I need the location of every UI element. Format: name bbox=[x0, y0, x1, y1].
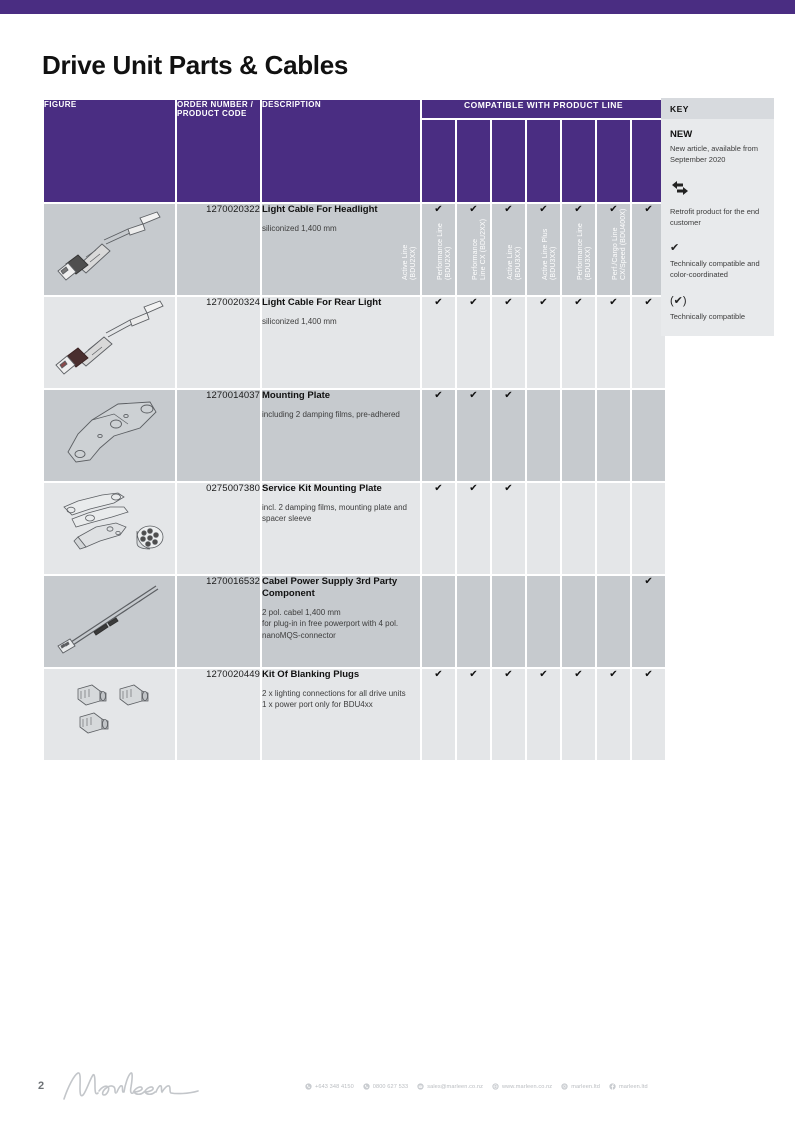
check-icon: ✔ bbox=[539, 204, 548, 215]
figure-cell bbox=[44, 204, 175, 295]
check-icon: ✔ bbox=[539, 297, 548, 308]
page-number: 2 bbox=[38, 1080, 45, 1092]
compat-cell-1 bbox=[457, 576, 490, 667]
compat-cell-0 bbox=[422, 390, 455, 481]
contact-text: sales@marleen.co.nz bbox=[427, 1083, 483, 1090]
check-icon: ✔ bbox=[434, 204, 443, 215]
compat-cell-3 bbox=[527, 576, 560, 667]
description-cell bbox=[262, 669, 420, 760]
col-header-line-5: Performance Line (BDU3XX) bbox=[597, 120, 630, 202]
contact-phone-2[interactable] bbox=[363, 1083, 408, 1090]
check-icon: ✔ bbox=[504, 297, 513, 308]
product-subtitle: 2 pol. cabel 1,400 mm for plug-in in free powerport with 4 pol. nanoMQS-connector bbox=[262, 607, 399, 640]
compat-cell-1 bbox=[457, 483, 490, 574]
page-title: Drive Unit Parts & Cables bbox=[42, 50, 349, 80]
figure-cell bbox=[44, 576, 175, 667]
brand-logo bbox=[58, 1065, 203, 1112]
check-parenthesized-icon: (✔) bbox=[670, 294, 687, 307]
product-figure-kit-of-blanking-plugs bbox=[44, 669, 175, 760]
check-icon: ✔ bbox=[434, 390, 443, 401]
product-title: Kit Of Blanking Plugs bbox=[262, 669, 360, 680]
key-text-retrofit: Retrofit product for the end customer bbox=[670, 206, 760, 227]
contact-text: 0800 627 533 bbox=[372, 1083, 409, 1090]
compat-cell-6 bbox=[632, 483, 665, 574]
check-icon: ✔ bbox=[469, 204, 478, 215]
order-number: 0275007380 bbox=[177, 483, 260, 574]
check-icon: ✔ bbox=[644, 297, 653, 308]
compat-cell-2 bbox=[492, 297, 525, 388]
check-icon: ✔ bbox=[434, 297, 443, 308]
product-figure-cabel-power-supply bbox=[44, 576, 175, 667]
instagram-icon bbox=[561, 1083, 568, 1090]
compat-cell-6 bbox=[632, 576, 665, 667]
key-entry-compatible bbox=[670, 295, 765, 322]
compat-cell-3 bbox=[527, 297, 560, 388]
contact-phone-1[interactable] bbox=[305, 1083, 354, 1090]
cabel-power-supply-icon bbox=[44, 576, 175, 662]
product-subtitle: incl. 2 damping films, mounting plate and spacer sleeve bbox=[262, 502, 407, 524]
mounting-plate-icon bbox=[44, 390, 175, 476]
compat-cell-6 bbox=[632, 669, 665, 760]
key-entry-retrofit bbox=[670, 180, 765, 229]
description-cell bbox=[262, 297, 420, 388]
compat-cell-4 bbox=[562, 483, 595, 574]
compat-cell-0 bbox=[422, 483, 455, 574]
compat-cell-1 bbox=[457, 390, 490, 481]
compat-cell-2 bbox=[492, 483, 525, 574]
col-header-line-2: Performance Line CX (BDU2XX) bbox=[492, 120, 525, 202]
description-cell bbox=[262, 576, 420, 667]
check-icon: ✔ bbox=[574, 204, 583, 215]
compat-cell-3 bbox=[527, 483, 560, 574]
figure-cell bbox=[44, 297, 175, 388]
service-kit-mounting-plate-icon bbox=[44, 483, 175, 569]
kit-of-blanking-plugs-icon bbox=[44, 669, 175, 755]
col-header-line-1: Performance Line (BDU2XX) bbox=[457, 120, 490, 202]
check-icon: ✔ bbox=[644, 204, 653, 215]
compat-cell-4 bbox=[562, 576, 595, 667]
col-header-figure: FIGURE bbox=[44, 100, 175, 202]
compat-cell-2 bbox=[492, 669, 525, 760]
check-icon: ✔ bbox=[609, 669, 618, 680]
compat-cell-3 bbox=[527, 669, 560, 760]
product-title: Service Kit Mounting Plate bbox=[262, 483, 382, 494]
compat-cell-2 bbox=[492, 576, 525, 667]
contact-text: marleen.ltd bbox=[571, 1083, 600, 1090]
key-text-compatible: Technically compatible bbox=[670, 311, 746, 321]
light-cable-rear-light-icon bbox=[44, 297, 175, 383]
key-body bbox=[661, 119, 774, 336]
contact-text: www.marleen.co.nz bbox=[502, 1083, 553, 1090]
compat-cell-5 bbox=[597, 390, 630, 481]
parts-table-container bbox=[42, 98, 652, 762]
contact-website[interactable] bbox=[492, 1083, 552, 1090]
check-icon: ✔ bbox=[574, 669, 583, 680]
top-accent-bar bbox=[0, 0, 795, 14]
order-number: 1270020322 bbox=[177, 204, 260, 295]
figure-cell bbox=[44, 669, 175, 760]
compat-cell-0 bbox=[422, 669, 455, 760]
contact-email[interactable] bbox=[417, 1083, 483, 1090]
description-cell bbox=[262, 390, 420, 481]
compat-cell-4 bbox=[562, 669, 595, 760]
order-number: 1270016532 bbox=[177, 576, 260, 667]
product-title: Mounting Plate bbox=[262, 390, 331, 401]
compat-cell-2 bbox=[492, 390, 525, 481]
key-symbol-new: NEW bbox=[670, 129, 693, 140]
globe-icon bbox=[492, 1083, 499, 1090]
check-icon: ✔ bbox=[504, 483, 513, 494]
check-icon: ✔ bbox=[609, 204, 618, 215]
compat-cell-4 bbox=[562, 390, 595, 481]
product-subtitle: including 2 damping films, pre-adhered bbox=[262, 409, 400, 419]
compat-cell-6 bbox=[632, 390, 665, 481]
col-header-line-6: Perf./Cargo Line CX/Speed (BDU400X) bbox=[632, 120, 665, 202]
product-figure-light-cable-rear-light bbox=[44, 297, 175, 388]
product-figure-service-kit-mounting-plate bbox=[44, 483, 175, 574]
facebook-icon bbox=[609, 1083, 616, 1090]
product-figure-light-cable-headlight bbox=[44, 204, 175, 295]
col-header-compat-group: COMPATIBLE WITH PRODUCT LINE bbox=[422, 100, 665, 118]
figure-cell bbox=[44, 390, 175, 481]
order-number: 1270014037 bbox=[177, 390, 260, 481]
description-cell bbox=[262, 483, 420, 574]
compat-cell-5 bbox=[597, 297, 630, 388]
key-text-compatible-color: Technically compatible and color-coordinated bbox=[670, 259, 760, 280]
phone-icon bbox=[305, 1083, 312, 1090]
check-icon: ✔ bbox=[504, 390, 513, 401]
contact-text: +643 348 4150 bbox=[315, 1083, 354, 1090]
table-row bbox=[44, 297, 665, 388]
compat-cell-1 bbox=[457, 669, 490, 760]
compat-cell-0 bbox=[422, 576, 455, 667]
check-icon: ✔ bbox=[574, 297, 583, 308]
parts-table bbox=[42, 98, 667, 762]
key-text-new: New article, available from September 2020 bbox=[670, 144, 758, 165]
contact-text: marleen.ltd bbox=[618, 1083, 648, 1090]
key-entry-new bbox=[670, 129, 765, 166]
light-cable-headlight-icon bbox=[44, 204, 175, 290]
order-number: 1270020449 bbox=[177, 669, 260, 760]
footer-contact-bar bbox=[305, 1083, 648, 1090]
key-legend-panel bbox=[661, 98, 774, 336]
compat-cell-5 bbox=[597, 669, 630, 760]
marleen-signature-icon bbox=[58, 1065, 203, 1107]
check-icon: ✔ bbox=[469, 669, 478, 680]
compat-cell-1 bbox=[457, 297, 490, 388]
check-icon: ✔ bbox=[644, 669, 653, 680]
col-header-line-3: Active Line (BDU3XX) bbox=[527, 120, 560, 202]
check-icon: ✔ bbox=[504, 669, 513, 680]
check-icon: ✔ bbox=[469, 483, 478, 494]
table-row bbox=[44, 669, 665, 760]
check-icon: ✔ bbox=[609, 297, 618, 308]
key-heading: KEY bbox=[661, 98, 774, 119]
compat-cell-5 bbox=[597, 576, 630, 667]
compat-cell-3 bbox=[527, 390, 560, 481]
retrofit-arrows-icon bbox=[670, 180, 765, 201]
col-header-line-0: Active Line (BDU2XX) bbox=[422, 120, 455, 202]
key-entry-compatible-color bbox=[670, 242, 765, 281]
contact-facebook[interactable] bbox=[609, 1083, 648, 1090]
order-number: 1270020324 bbox=[177, 297, 260, 388]
check-icon: ✔ bbox=[434, 669, 443, 680]
product-title: Light Cable For Headlight bbox=[262, 204, 378, 215]
check-icon: ✔ bbox=[434, 483, 443, 494]
product-title: Light Cable For Rear Light bbox=[262, 297, 382, 308]
check-icon: ✔ bbox=[469, 297, 478, 308]
product-subtitle: siliconized 1,400 mm bbox=[262, 223, 337, 233]
compat-cell-4 bbox=[562, 297, 595, 388]
col-header-order-number: ORDER NUMBER / PRODUCT CODE bbox=[177, 100, 260, 202]
compat-cell-0 bbox=[422, 297, 455, 388]
table-row bbox=[44, 390, 665, 481]
check-icon: ✔ bbox=[670, 242, 680, 254]
compat-cell-5 bbox=[597, 483, 630, 574]
product-subtitle: siliconized 1,400 mm bbox=[262, 316, 337, 326]
contact-instagram[interactable] bbox=[561, 1083, 600, 1090]
figure-cell bbox=[44, 483, 175, 574]
table-header-top-row bbox=[44, 100, 665, 118]
product-title: Cabel Power Supply 3rd Party Component bbox=[262, 576, 398, 599]
phone-icon bbox=[363, 1083, 370, 1090]
product-figure-mounting-plate bbox=[44, 390, 175, 481]
col-header-description: DESCRIPTION bbox=[262, 100, 420, 202]
check-icon: ✔ bbox=[539, 669, 548, 680]
table-row bbox=[44, 483, 665, 574]
check-icon: ✔ bbox=[504, 204, 513, 215]
product-subtitle: 2 x lighting connections for all drive units 1 x power port only for BDU4xx bbox=[262, 688, 406, 710]
email-icon bbox=[417, 1083, 424, 1090]
check-icon: ✔ bbox=[644, 576, 653, 587]
table-row bbox=[44, 576, 665, 667]
check-icon: ✔ bbox=[469, 390, 478, 401]
col-header-line-4: Active Line Plus (BDU3XX) bbox=[562, 120, 595, 202]
